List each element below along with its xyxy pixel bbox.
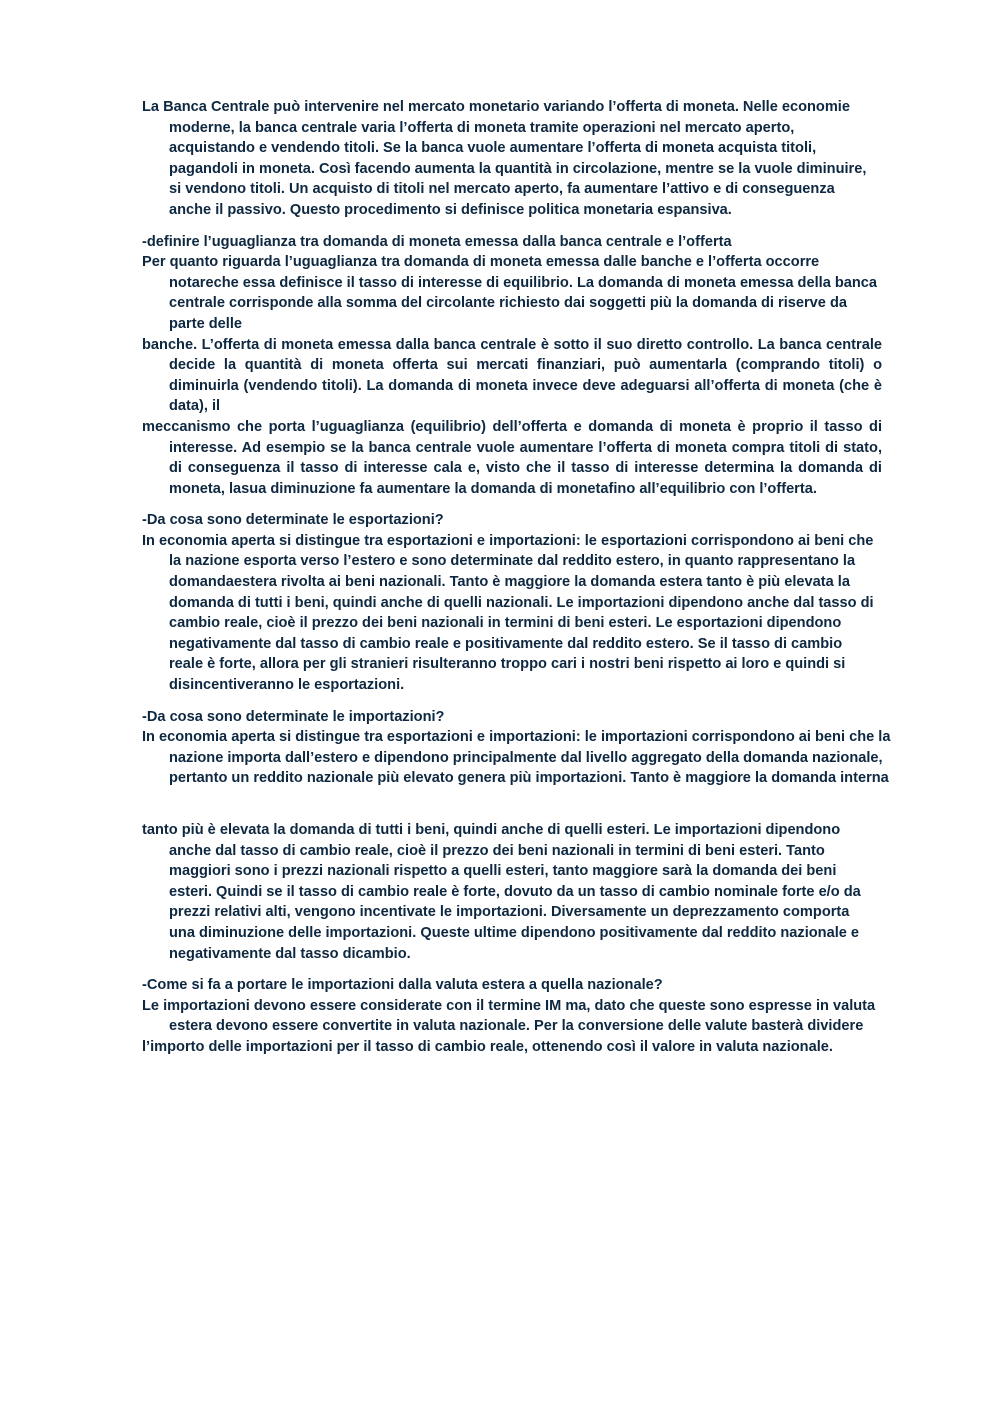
paragraph-importazioni-2: tanto più è elevata la domanda di tutti i beni, quindi anche di quelli esteri. Le importazioni dipendono anche dal tasso di cambio reale, cioè il prezzo dei beni nazionali in termini di beni esteri. Tanto maggiori sono i prezzi nazionali rispetto a quelli esteri, tanto maggiore sarà la domanda dei beni esteri. Quindi se il tasso di cambio reale è forte, dovuto da un tasso di cambio nominale forte e/o da prezzi relativi alti, vengono incentivate le importazioni. Diversamente un deprezzamento comporta una diminuzione delle importazioni. Queste ultime dipendono positivamente dal reddito nazionale e negativamente dal tasso dicambio.: [142, 822, 861, 962]
paragraph-conversione-2: l’importo delle importazioni per il tasso di cambio reale, ottenendo così il valore in valuta nazionale.: [142, 1038, 833, 1055]
paragraph-uguaglianza-3: meccanismo che porta l’uguaglianza (equilibrio) dell’offerta e domanda di moneta è proprio il tasso di interesse. Ad esempio se la banca centrale vuole aumentare l’offerta di moneta compra titoli di stato, di conseguenza il tasso di interesse cala e, visto che il tasso di interesse determina la domanda di moneta, lasua diminuzione fa aumentare la domanda di monetafino all’equilibrio con l’offerta.: [142, 418, 882, 497]
question-importazioni: -Da cosa sono determinate le importazioni?: [142, 708, 445, 725]
paragraph-banca-centrale: La Banca Centrale può intervenire nel mercato monetario variando l’offerta di moneta. Nelle economie moderne, la banca centrale varia l’offerta di moneta tramite operazioni nel mercato aperto, acquistando e vendendo titoli. Se la banca vuole aumentare l’offerta di moneta acquista titoli, pagandoli in moneta. Così facendo aumenta la quantità in circolazione, mentre se la vuole diminuire, si vendono titoli. Un acquisto di titoli nel mercato aperto, fa aumentare l’attivo e di conseguenza anche il passivo. Questo procedimento si definisce politica monetaria espansiva.: [142, 99, 867, 218]
paragraph-esportazioni: In economia aperta si distingue tra esportazioni e importazioni: le esportazioni corrispondono ai beni che la nazione esporta verso l’estero e sono determinate dal reddito estero, in quanto rappresentano la domandaestera rivolta ai beni nazionali. Tanto è maggiore la domanda estera tanto è più elevata la domanda di tutti i beni, quindi anche di quelli nazionali. Le importazioni dipendono anche dal tasso di cambio reale, cioè il prezzo dei beni nazionali in termini di beni esteri. Le esportazioni dipendono negativamente dal tasso di cambio reale e positivamente dal reddito estero. Se il tasso di cambio reale è forte, allora per gli stranieri risulteranno troppo cari i nostri beni rispetto ai loro e quindi si disincentiveranno le esportazioni.: [142, 532, 874, 694]
paragraph-uguaglianza-1: Per quanto riguarda l’uguaglianza tra domanda di moneta emessa dalle banche e l’offerta occorre notareche essa definisce il tasso di interesse di equilibrio. La domanda di moneta emessa della banca centrale corrisponde alla somma del circolante richiesto dai soggetti più la domanda di riserve da parte delle: [142, 254, 878, 332]
document-body: [142, 97, 891, 1058]
question-conversione-valuta: -Come si fa a portare le importazioni dalla valuta estera a quella nazionale?: [142, 977, 663, 994]
paragraph-conversione-1: Le importazioni devono essere considerate con il termine IM ma, dato che queste sono espresse in valuta estera devono essere convertite in valuta nazionale. Per la conversione delle valute basterà dividere: [142, 997, 876, 1035]
question-uguaglianza: -definire l’uguaglianza tra domanda di moneta emessa dalla banca centrale e l’offerta: [142, 233, 732, 250]
question-esportazioni: -Da cosa sono determinate le esportazioni?: [142, 512, 444, 529]
paragraph-uguaglianza-2: banche. L’offerta di moneta emessa dalla banca centrale è sotto il suo diretto controllo. La banca centrale decide la quantità di moneta offerta sui mercati finanziari, può aumentarla (comprando titoli) o diminuirla (vendendo titoli). La domanda di moneta invece deve adeguarsi all’offerta di moneta (che è data), il: [142, 336, 882, 415]
paragraph-importazioni-1: In economia aperta si distingue tra esportazioni e importazioni: le importazioni corrispondono ai beni che la nazione importa dall’estero e dipendono principalmente dal livello aggregato della domanda nazionale, pertanto un reddito nazionale più elevato genera più importazioni. Tanto è maggiore la domanda interna: [142, 729, 891, 787]
